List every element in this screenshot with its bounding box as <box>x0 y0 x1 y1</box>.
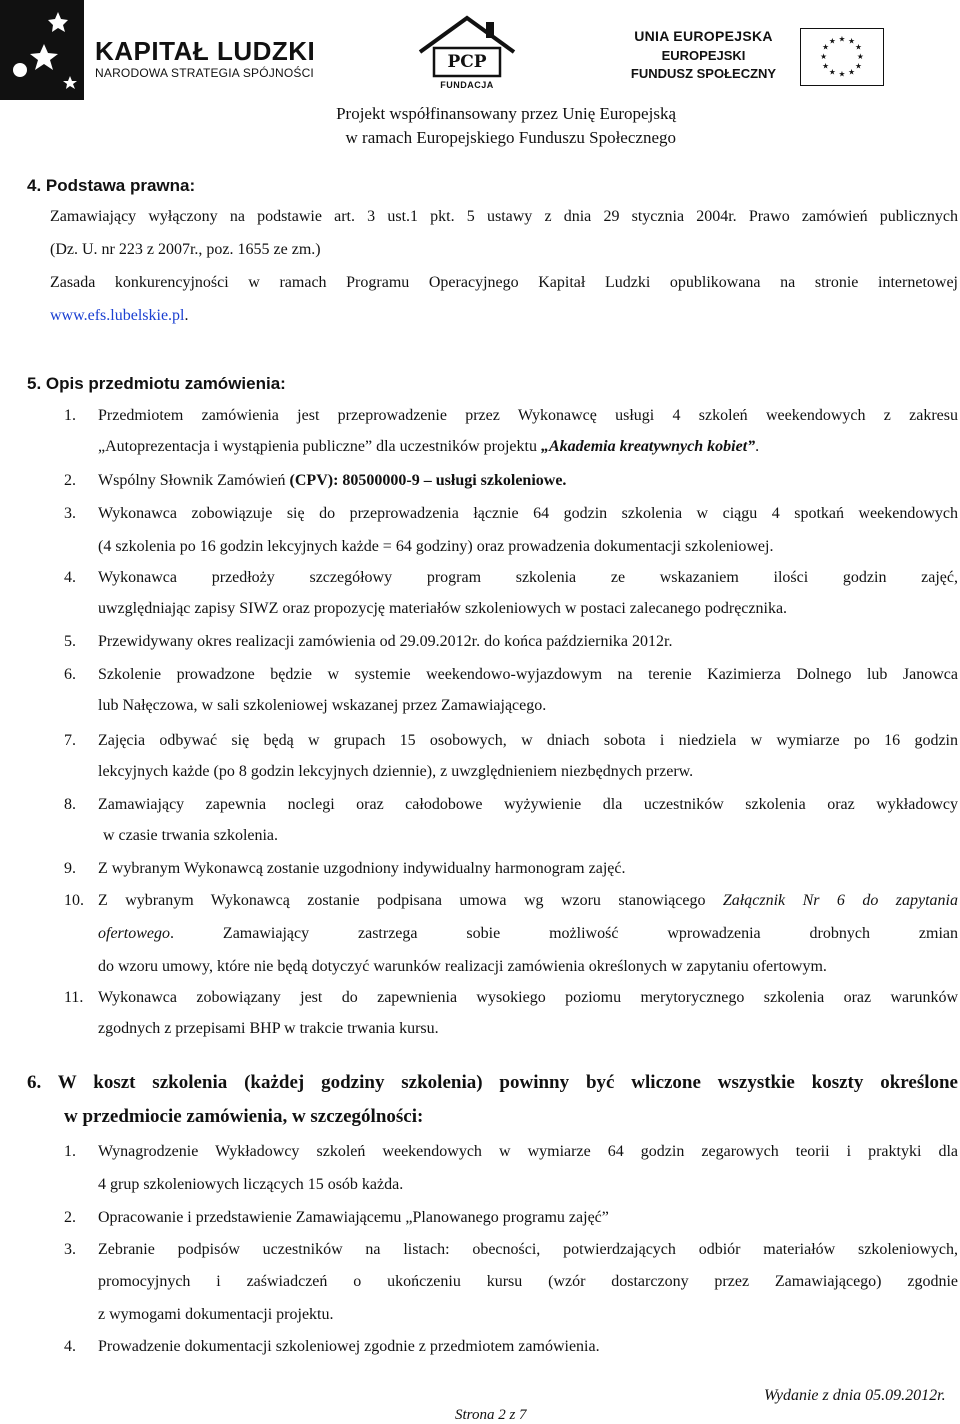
section-6-heading-line2: w przedmiocie zamówienia, w szczególności: <box>64 1106 424 1127</box>
s5-item-4-line1: Wykonawca przedłoży szczegółowy program szkolenia ze wskazaniem ilości godzin zajęć, <box>98 569 958 586</box>
s6-item-3-number: 3. <box>64 1241 76 1258</box>
eu-logo-line3: FUNDUSZ SPOŁECZNY <box>630 66 777 81</box>
s6-item-2-line1: Opracowanie i przedstawienie Zamawiającemu „Planowanego programu zajęć” <box>98 1209 609 1226</box>
s5-item-8-number: 8. <box>64 796 76 813</box>
s5-item-1-topic: „Autoprezentacja i wystąpienia publiczne” dla uczestników projektu <box>98 438 537 455</box>
s5-item-10-line1 <box>98 891 958 911</box>
s5-item-7-line2: lekcyjnych każde (po 8 godzin lekcyjnych dziennie), z uwzględnieniem niezbędnych przerw. <box>98 763 694 780</box>
eu-logo <box>626 28 960 108</box>
s5-item-10-number: 10. <box>64 892 84 909</box>
svg-text:★: ★ <box>848 36 856 46</box>
s5-item-3-line1: Wykonawca zobowiązuje się do przeprowadzenia łącznie 64 godzin szkolenia w ciągu 4 spotkań weekendowych <box>98 505 958 522</box>
s5-item-4-line2: uwzględniając zapisy SIWZ oraz propozycję materiałów szkoleniowych w postaci zalecanego podręcznika. <box>98 600 788 617</box>
kapital-ludzki-title: KAPITAŁ LUDZKI <box>95 36 316 66</box>
s4-line2: (Dz. U. nr 223 z 2007r., poz. 1655 ze zm.) <box>50 241 321 258</box>
project-cofinancing-line2: w ramach Europejskiego Funduszu Społecznego <box>345 128 676 147</box>
s4-link-period: . <box>184 307 189 324</box>
s5-item-2-line1 <box>98 471 566 491</box>
svg-text:★: ★ <box>820 51 828 61</box>
kapital-ludzki-logo <box>0 0 330 100</box>
svg-text:★: ★ <box>828 36 836 46</box>
svg-text:★: ★ <box>854 42 862 52</box>
edition-date: Wydanie z dnia 05.09.2012r. <box>764 1387 946 1404</box>
s5-item-5-line1: Przewidywany okres realizacji zamówienia od 29.09.2012r. do końca października 2012r. <box>98 633 673 650</box>
s5-item-11-line1: Wykonawca zobowiązany jest do zapewnienia wysokiego poziomu merytorycznego szkolenia oraz warunków <box>98 989 958 1006</box>
s5-item-1-project-name: „Akademia kreatywnych kobiet” <box>540 438 756 455</box>
s5-item-10-attachment-cont: ofertowego <box>98 925 170 942</box>
svg-text:★: ★ <box>822 61 830 71</box>
s5-item-2-number: 2. <box>64 472 76 489</box>
s5-item-4-number: 4. <box>64 569 76 586</box>
kapital-ludzki-subtitle: NARODOWA STRATEGIA SPÓJNOŚCI <box>95 66 314 80</box>
s5-item-10-text: Z wybranym Wykonawcą zostanie podpisana umowa wg wzoru stanowiącego <box>98 892 706 909</box>
s5-item-3-line2: (4 szkolenia po 16 godzin lekcyjnych każde = 64 godziny) oraz prowadzenia dokumentacji szkoleniowej. <box>98 538 774 555</box>
s6-item-3-line2: promocyjnych i zaświadczeń o ukończeniu kursu (wzór dostarczony przez Zamawiającego) zgodnie <box>98 1273 958 1290</box>
s4-line4 <box>50 306 189 326</box>
svg-text:★: ★ <box>838 34 846 44</box>
section-4-heading: 4. Podstawa prawna: <box>27 176 196 195</box>
kapital-ludzki-emblem-icon <box>0 0 84 100</box>
s5-item-10-attachment: Załącznik Nr 6 do zapytania <box>722 892 959 909</box>
s6-item-2-number: 2. <box>64 1209 76 1226</box>
s5-item-1-number: 1. <box>64 407 76 424</box>
project-cofinancing-line1: Projekt współfinansowany przez Unię Europejską <box>336 104 676 123</box>
s5-item-11-number: 11. <box>64 989 84 1006</box>
s5-item-2-cpv: (CPV): 80500000-9 – usługi szkoleniowe. <box>289 472 567 489</box>
s5-item-11-line2: zgodnych z przepisami BHP w trakcie trwania kursu. <box>98 1020 439 1037</box>
s5-item-3-number: 3. <box>64 505 76 522</box>
s5-item-1-line1: Przedmiotem zamówienia jest przeprowadzenie przez Wykonawcę usługi 4 szkoleń weekendowych z zakresu <box>98 407 958 424</box>
s6-item-1-number: 1. <box>64 1143 76 1160</box>
s5-item-9-line1: Z wybranym Wykonawcą zostanie uzgodniony indywidualny harmonogram zajęć. <box>98 860 626 877</box>
s5-item-7-line1: Zajęcia odbywać się będą w grupach 15 osobowych, w dniach sobota i niedziela w wymiarze po 16 godzin <box>98 732 958 749</box>
section-6-heading-line1: 6. W koszt szkolenia (każdej godziny szkolenia) powinny być wliczone wszystkie koszty określone <box>27 1072 958 1093</box>
s6-item-4-line1: Prowadzenie dokumentacji szkoleniowej zgodnie z przedmiotem zamówienia. <box>98 1338 600 1355</box>
svg-text:★: ★ <box>822 42 830 52</box>
s5-item-10-line3: do wzoru umowy, które nie będą dotyczyć warunków realizacji zamówienia określonych w zapytaniu ofertowym. <box>98 958 827 975</box>
eu-flag-icon <box>800 28 884 86</box>
s5-item-7-number: 7. <box>64 732 76 749</box>
s4-line1: Zamawiający wyłączony na podstawie art. 3 ust.1 pkt. 5 ustawy z dnia 29 stycznia 2004r. Prawo zamówień publicznych <box>50 208 958 225</box>
s6-item-4-number: 4. <box>64 1338 76 1355</box>
eu-logo-line1: UNIA EUROPEJSKA <box>634 28 773 44</box>
svg-text:★: ★ <box>848 67 856 77</box>
s5-item-8-line1: Zamawiający zapewnia noclegi oraz całodobowe wyżywienie dla uczestników szkolenia oraz wykładowcy <box>98 796 958 813</box>
pcp-foundation-logo <box>412 14 522 94</box>
s5-item-8-line2: w czasie trwania szkolenia. <box>103 827 279 844</box>
s5-item-2-label: Wspólny Słownik Zamówień <box>98 472 286 489</box>
efs-lubelskie-link[interactable]: www.efs.lubelskie.pl <box>50 307 185 324</box>
svg-text:★: ★ <box>854 61 862 71</box>
s5-item-6-line2: lub Nałęczowa, w sali szkoleniowej wskazanej przez Zamawiającego. <box>98 697 547 714</box>
svg-text:★: ★ <box>828 67 836 77</box>
s5-item-10-reservation: . Zamawiający zastrzega sobie możliwość wprowadzenia drobnych zmian <box>170 925 958 942</box>
s6-item-1-line1: Wynagrodzenie Wykładowcy szkoleń weekendowych w wymiarze 64 godzin zegarowych teorii i praktyki dla <box>98 1143 958 1160</box>
s5-item-6-number: 6. <box>64 666 76 683</box>
s5-item-10-line2 <box>98 924 958 944</box>
s4-line3: Zasada konkurencyjności w ramach Programu Operacyjnego Kapitał Ludzki opublikowana na stronie internetowej <box>50 274 958 291</box>
s6-item-3-line3: z wymogami dokumentacji projektu. <box>98 1306 334 1323</box>
section-5-heading: 5. Opis przedmiotu zamówienia: <box>27 374 286 393</box>
s5-item-1-line2 <box>98 437 759 457</box>
pcp-logo-subtitle: FUNDACJA <box>440 80 494 90</box>
s6-item-3-line1: Zebranie podpisów uczestników na listach: obecności, potwierdzających odbiór materiałów szkoleniowych, <box>98 1241 958 1258</box>
s6-item-1-line2: 4 grup szkoleniowych liczących 15 osób każda. <box>98 1176 404 1193</box>
pcp-logo-text: PCP <box>447 52 487 72</box>
s5-item-5-number: 5. <box>64 633 76 650</box>
s5-item-6-line1: Szkolenie prowadzone będzie w systemie weekendowo-wyjazdowym na terenie Kazimierza Dolnego lub Janowca <box>98 666 958 683</box>
svg-text:★: ★ <box>838 69 846 79</box>
s5-item-9-number: 9. <box>64 860 76 877</box>
s5-item-1-period: . <box>755 438 760 455</box>
page-number: Strona 2 z 7 <box>455 1407 527 1423</box>
svg-text:★: ★ <box>856 51 864 61</box>
eu-logo-line2: EUROPEJSKI <box>661 48 746 63</box>
